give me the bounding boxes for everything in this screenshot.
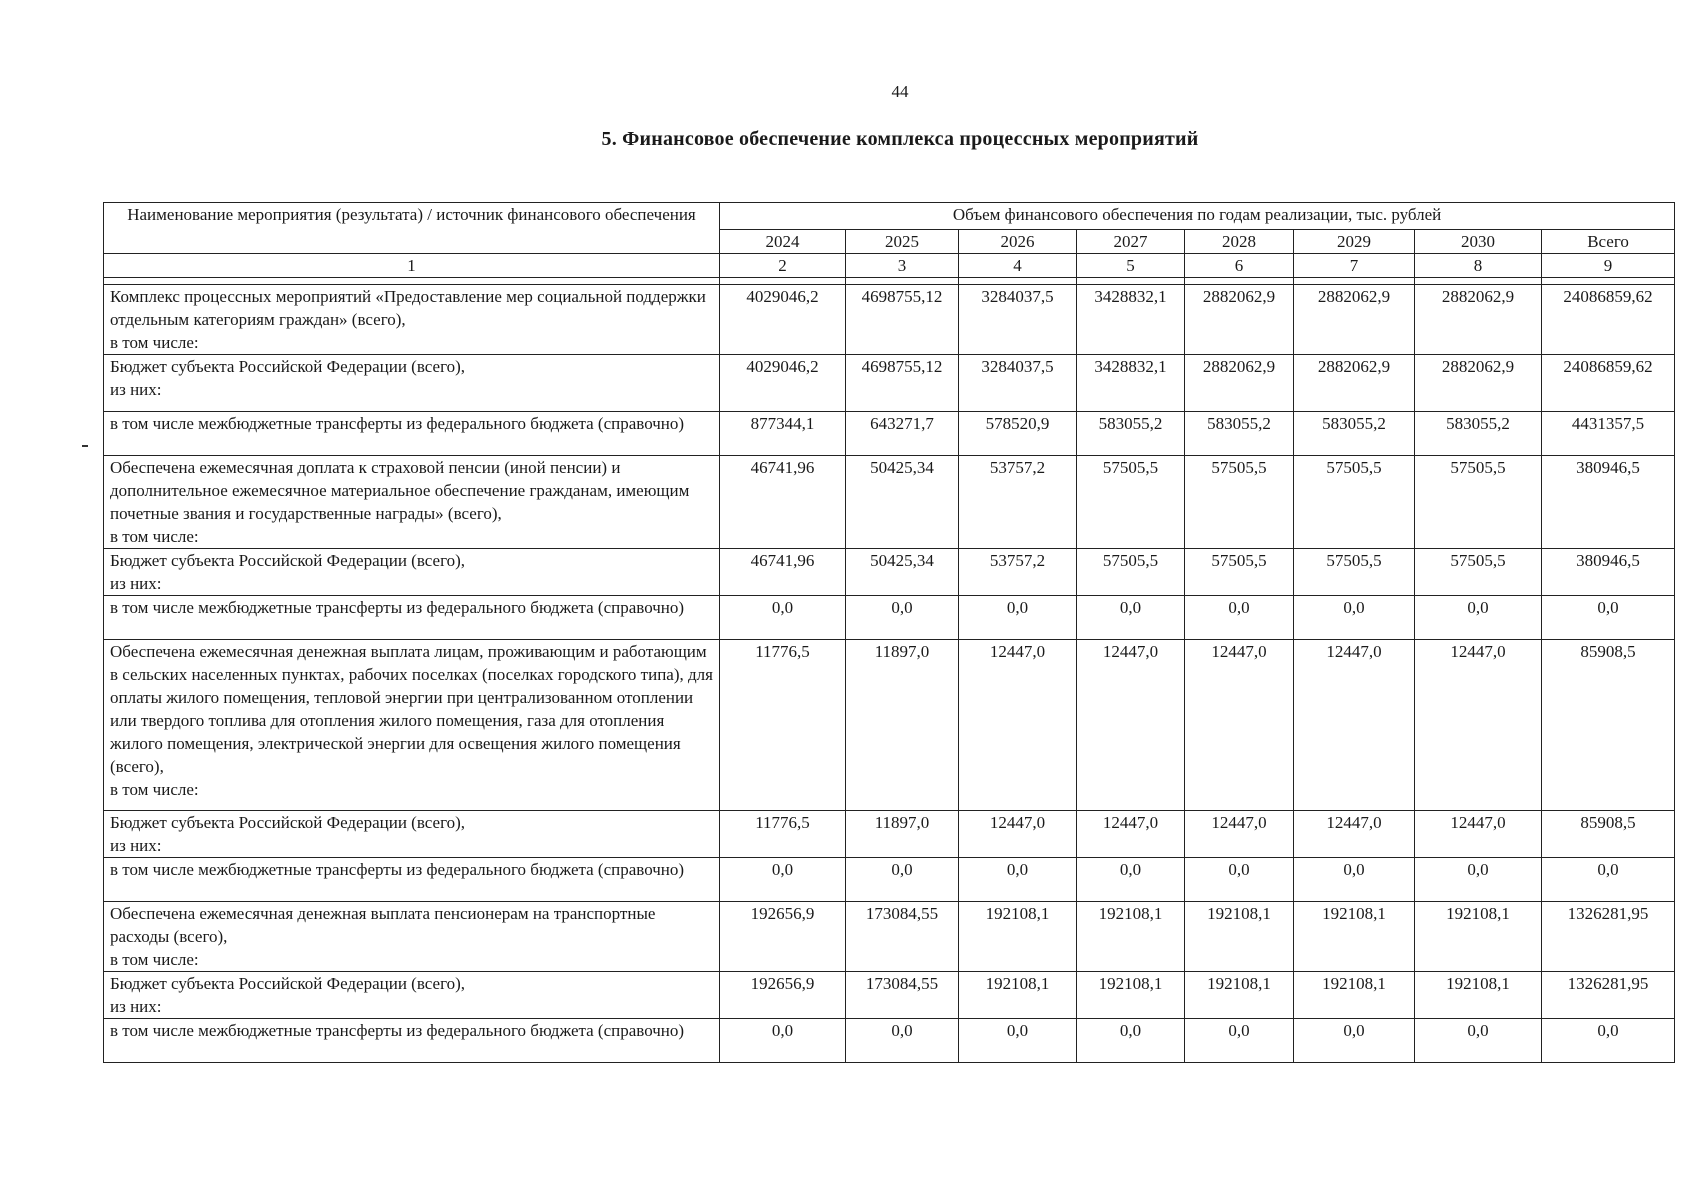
- row-value: 12447,0: [1185, 811, 1294, 858]
- row-value: 12447,0: [959, 811, 1077, 858]
- column-number: 2: [720, 254, 846, 278]
- header-year-2027: 2027: [1077, 230, 1185, 254]
- row-value: 380946,5: [1542, 456, 1675, 549]
- margin-mark: [82, 445, 88, 447]
- row-value: 192108,1: [959, 902, 1077, 972]
- financing-table: [103, 202, 1675, 1063]
- row-value: 0,0: [959, 1019, 1077, 1063]
- table-row: [104, 355, 1675, 412]
- row-value: 50425,34: [846, 456, 959, 549]
- page-number: 44: [891, 82, 909, 101]
- row-value: 2882062,9: [1294, 285, 1415, 355]
- row-name: Бюджет субъекта Российской Федерации (всего), из них:: [104, 972, 720, 1019]
- row-value: 3428832,1: [1077, 285, 1185, 355]
- row-name: Комплекс процессных мероприятий «Предоставление мер социальной поддержки отдельным категориям граждан» (всего), в том числе:: [104, 285, 720, 355]
- row-value: 57505,5: [1077, 456, 1185, 549]
- row-value: 643271,7: [846, 412, 959, 456]
- table-row: [104, 972, 1675, 1019]
- row-value: 57505,5: [1077, 549, 1185, 596]
- row-name: в том числе межбюджетные трансферты из федерального бюджета (справочно): [104, 412, 720, 456]
- row-value: 0,0: [1185, 596, 1294, 640]
- row-value: 0,0: [1542, 858, 1675, 902]
- row-value: 3428832,1: [1077, 355, 1185, 412]
- row-value: 0,0: [1542, 596, 1675, 640]
- column-numbers-row: [104, 254, 1675, 278]
- row-value: 583055,2: [1415, 412, 1542, 456]
- row-value: 192108,1: [1077, 972, 1185, 1019]
- row-value: 192656,9: [720, 972, 846, 1019]
- row-value: 12447,0: [959, 640, 1077, 811]
- row-value: 0,0: [1077, 858, 1185, 902]
- row-value: 4698755,12: [846, 355, 959, 412]
- row-value: 380946,5: [1542, 549, 1675, 596]
- row-value: 0,0: [720, 596, 846, 640]
- row-name: Бюджет субъекта Российской Федерации (всего), из них:: [104, 811, 720, 858]
- row-value: 12447,0: [1415, 811, 1542, 858]
- table-row: [104, 811, 1675, 858]
- column-number: 5: [1077, 254, 1185, 278]
- row-value: 46741,96: [720, 456, 846, 549]
- row-value: 0,0: [959, 858, 1077, 902]
- header-year-2029: 2029: [1294, 230, 1415, 254]
- row-value: 57505,5: [1415, 456, 1542, 549]
- row-value: 12447,0: [1077, 640, 1185, 811]
- page-title: 5. Финансовое обеспечение комплекса процессных мероприятий: [601, 128, 1199, 150]
- header-name-column: Наименование мероприятия (результата) / источник финансового обеспечения: [104, 203, 720, 254]
- row-value: 12447,0: [1185, 640, 1294, 811]
- column-number: 3: [846, 254, 959, 278]
- row-name: Обеспечена ежемесячная денежная выплата пенсионерам на транспортные расходы (всего), в том числе:: [104, 902, 720, 972]
- row-value: 24086859,62: [1542, 355, 1675, 412]
- header-year-2028: 2028: [1185, 230, 1294, 254]
- row-value: 192108,1: [1415, 972, 1542, 1019]
- row-value: 1326281,95: [1542, 902, 1675, 972]
- row-value: 11897,0: [846, 811, 959, 858]
- table-row: [104, 285, 1675, 355]
- row-value: 3284037,5: [959, 285, 1077, 355]
- header-year-2024: 2024: [720, 230, 846, 254]
- row-value: 11776,5: [720, 811, 846, 858]
- row-value: 192108,1: [1415, 902, 1542, 972]
- row-value: 4029046,2: [720, 285, 846, 355]
- row-value: 0,0: [959, 596, 1077, 640]
- row-name: Обеспечена ежемесячная доплата к страховой пенсии (иной пенсии) и дополнительное ежемесячное материальное обеспечение гражданам, имеющим почетные звания и государственные награды» (всего), в том числе:: [104, 456, 720, 549]
- row-value: 0,0: [1294, 596, 1415, 640]
- row-value: 192108,1: [1077, 902, 1185, 972]
- row-value: 53757,2: [959, 456, 1077, 549]
- row-value: 192108,1: [1185, 902, 1294, 972]
- row-value: 2882062,9: [1185, 355, 1294, 412]
- row-value: 192108,1: [1185, 972, 1294, 1019]
- column-number: 6: [1185, 254, 1294, 278]
- row-value: 53757,2: [959, 549, 1077, 596]
- row-value: 57505,5: [1185, 549, 1294, 596]
- row-value: 2882062,9: [1294, 355, 1415, 412]
- column-number: 4: [959, 254, 1077, 278]
- row-value: 0,0: [1415, 596, 1542, 640]
- row-name: Бюджет субъекта Российской Федерации (всего), из них:: [104, 549, 720, 596]
- table-body: [104, 278, 1675, 1063]
- row-value: 1326281,95: [1542, 972, 1675, 1019]
- row-value: 2882062,9: [1185, 285, 1294, 355]
- row-value: 0,0: [1185, 858, 1294, 902]
- column-number: 7: [1294, 254, 1415, 278]
- row-value: 12447,0: [1294, 640, 1415, 811]
- row-value: 12447,0: [1415, 640, 1542, 811]
- row-value: 11776,5: [720, 640, 846, 811]
- row-value: 192108,1: [1294, 972, 1415, 1019]
- row-value: 50425,34: [846, 549, 959, 596]
- row-value: 0,0: [1077, 596, 1185, 640]
- row-value: 0,0: [720, 858, 846, 902]
- table-row: [104, 596, 1675, 640]
- row-value: 2882062,9: [1415, 285, 1542, 355]
- header-year-2030: 2030: [1415, 230, 1542, 254]
- row-value: 877344,1: [720, 412, 846, 456]
- row-value: 0,0: [720, 1019, 846, 1063]
- row-value: 0,0: [1294, 858, 1415, 902]
- row-value: 57505,5: [1415, 549, 1542, 596]
- table-row: [104, 858, 1675, 902]
- header-volume-column: Объем финансового обеспечения по годам реализации, тыс. рублей: [720, 203, 1675, 230]
- table-row: [104, 1019, 1675, 1063]
- row-value: 192656,9: [720, 902, 846, 972]
- row-value: 4029046,2: [720, 355, 846, 412]
- row-value: 0,0: [1542, 1019, 1675, 1063]
- header-year-2025: 2025: [846, 230, 959, 254]
- row-value: 0,0: [1077, 1019, 1185, 1063]
- row-value: 85908,5: [1542, 811, 1675, 858]
- row-value: 57505,5: [1294, 549, 1415, 596]
- table-row: [104, 456, 1675, 549]
- row-value: 11897,0: [846, 640, 959, 811]
- row-value: 173084,55: [846, 972, 959, 1019]
- column-number: 8: [1415, 254, 1542, 278]
- row-value: 46741,96: [720, 549, 846, 596]
- row-value: 4431357,5: [1542, 412, 1675, 456]
- row-value: 12447,0: [1077, 811, 1185, 858]
- row-value: 2882062,9: [1415, 355, 1542, 412]
- row-value: 0,0: [846, 858, 959, 902]
- row-value: 192108,1: [1294, 902, 1415, 972]
- row-name: Бюджет субъекта Российской Федерации (всего), из них:: [104, 355, 720, 412]
- row-value: 0,0: [1415, 1019, 1542, 1063]
- row-value: 57505,5: [1185, 456, 1294, 549]
- row-value: 3284037,5: [959, 355, 1077, 412]
- row-value: 173084,55: [846, 902, 959, 972]
- row-name: Обеспечена ежемесячная денежная выплата лицам, проживающим и работающим в сельских населенных пунктах, рабочих поселках (поселках городского типа), для оплаты жилого помещения, тепловой энергии при централизованном отоплении или твердого топлива для отопления жилого помещения, газа для отопления жилого помещения, электрической энергии для освещения жилого помещения (всего), в том числе:: [104, 640, 720, 811]
- row-value: 583055,2: [1185, 412, 1294, 456]
- row-value: 192108,1: [959, 972, 1077, 1019]
- row-value: 24086859,62: [1542, 285, 1675, 355]
- row-value: 583055,2: [1294, 412, 1415, 456]
- header-year-2026: 2026: [959, 230, 1077, 254]
- row-value: 583055,2: [1077, 412, 1185, 456]
- row-name: в том числе межбюджетные трансферты из федерального бюджета (справочно): [104, 858, 720, 902]
- table-row: [104, 412, 1675, 456]
- row-name: в том числе межбюджетные трансферты из федерального бюджета (справочно): [104, 1019, 720, 1063]
- table-row: [104, 902, 1675, 972]
- row-value: 12447,0: [1294, 811, 1415, 858]
- table-row: [104, 640, 1675, 811]
- row-value: 0,0: [846, 1019, 959, 1063]
- row-value: 57505,5: [1294, 456, 1415, 549]
- row-value: 0,0: [1294, 1019, 1415, 1063]
- row-name: в том числе межбюджетные трансферты из федерального бюджета (справочно): [104, 596, 720, 640]
- spacer-row: [104, 278, 1675, 285]
- column-number: 9: [1542, 254, 1675, 278]
- column-number: 1: [104, 254, 720, 278]
- row-value: 578520,9: [959, 412, 1077, 456]
- row-value: 0,0: [1185, 1019, 1294, 1063]
- row-value: 4698755,12: [846, 285, 959, 355]
- row-value: 0,0: [1415, 858, 1542, 902]
- header-year-total: Всего: [1542, 230, 1675, 254]
- row-value: 0,0: [846, 596, 959, 640]
- row-value: 85908,5: [1542, 640, 1675, 811]
- table-row: [104, 549, 1675, 596]
